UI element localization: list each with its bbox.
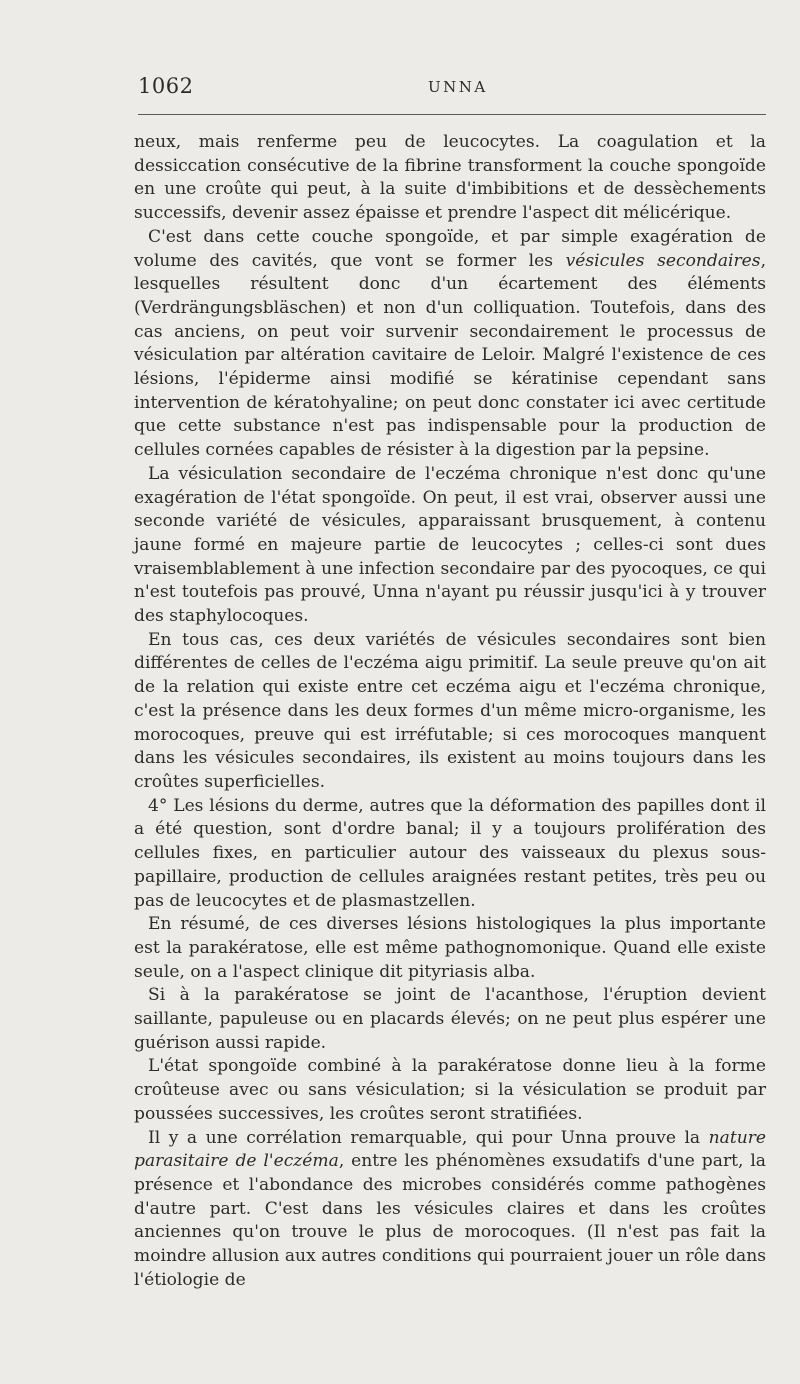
paragraph-text: C'est dans cette couche spongoïde, et par simple exagération de volume des cavités, que vont se former les [134,226,766,271]
paragraph-text: , entre les phénomènes exsudatifs d'une part, la présence et l'abondance des microbes considérés comme pathogènes d'autre part. C'est dans les vésicules claires et dans les croûtes anciennes qu'on trouve le plus de morocoques. (Il n'est pas fait la moindre allusion aux autres conditions qui pourraient jouer un rôle dans l'étiologie de [134,1151,766,1290]
paragraph: L'état spongoïde combiné à la parakératose donne lieu à la forme croûteuse avec ou sans vésiculation; si la vésiculation se produit par poussées successives, les croûtes seront stratifiées. [134,1056,766,1124]
paragraph: neux, mais renferme peu de leucocytes. La coagulation et la dessiccation consécutive de la fibrine transforment la couche spongoïde en une croûte qui peut, à la suite d'imbibitions et de dessèchements successifs, devenir assez épaisse et prendre l'aspect dit mélicérique. [134,132,766,224]
header-rule [138,114,766,115]
page-number: 1062 [138,74,194,98]
paragraph [134,226,766,463]
paragraph: En résumé, de ces diverses lésions histologiques la plus importante est la parakératose, elle est même pathognomonique. Quand elle existe seule, on a l'aspect clinique dit pityriasis alba. [134,914,766,982]
paragraph: 4° Les lésions du derme, autres que la déformation des papilles dont il a été question, sont d'ordre banal; il y a toujours prolifération des cellules fixes, en particulier autour des vaisseaux du plexus sous-papillaire, production de cellules araignées restant petites, très peu ou pas de leucocytes et de plasmastzellen. [134,795,766,911]
page-header [138,74,768,104]
paragraph-text: , lesquelles résultent donc d'un écartement des éléments (Verdrängungsbläschen) et non d'un colliquation. Toutefois, dans des cas anciens, on peut voir survenir secondairement le processus de vésiculation par altération cavitaire de Leloir. Malgré l'existence de ces lésions, l'épiderme ainsi modifié se kératinise cependant sans intervention de kératohyaline; on peut donc constater ici avec certitude que cette substance n'est pas indispensable pour la production de cellules cornées capables de résister à la digestion par la pepsine. [134,250,766,461]
paragraph [134,1127,766,1293]
paragraph-text: Il y a une corrélation remarquable, qui pour Unna prouve la [148,1127,709,1148]
paragraph: La vésiculation secondaire de l'eczéma chronique n'est donc qu'une exagération de l'état spongoïde. On peut, il est vrai, observer aussi une seconde variété de vésicules, apparaissant brusquement, à contenu jaune formé en majeure partie de leucocytes ; celles-ci sont dues vraisemblablement à une infection secondaire par des pyocoques, ce qui n'est toutefois pas prouvé, Unna n'ayant pu réussir jusqu'ici à y trouver des staphylocoques. [134,463,766,627]
italic-term: nature parasitaire de l'eczéma [134,1127,766,1172]
running-head: UNNA [428,78,488,96]
body-text [134,131,766,1292]
paragraph: En tous cas, ces deux variétés de vésicules secondaires sont bien différentes de celles de l'eczéma aigu primitif. La seule preuve qu'on ait de la relation qui existe entre cet eczéma aigu et l'eczéma chronique, c'est la présence dans les deux formes d'un même micro-organisme, les morocoques, preuve qui est irréfutable; si ces morocoques manquent dans les vésicules secondaires, ils existent au moins toujours dans les croûtes superficielles. [134,629,766,792]
italic-term: vésicules secondaires [565,250,761,271]
paragraph: Si à la parakératose se joint de l'acanthose, l'éruption devient saillante, papuleuse ou en placards élevés; on ne peut plus espérer une guérison aussi rapide. [134,985,766,1053]
